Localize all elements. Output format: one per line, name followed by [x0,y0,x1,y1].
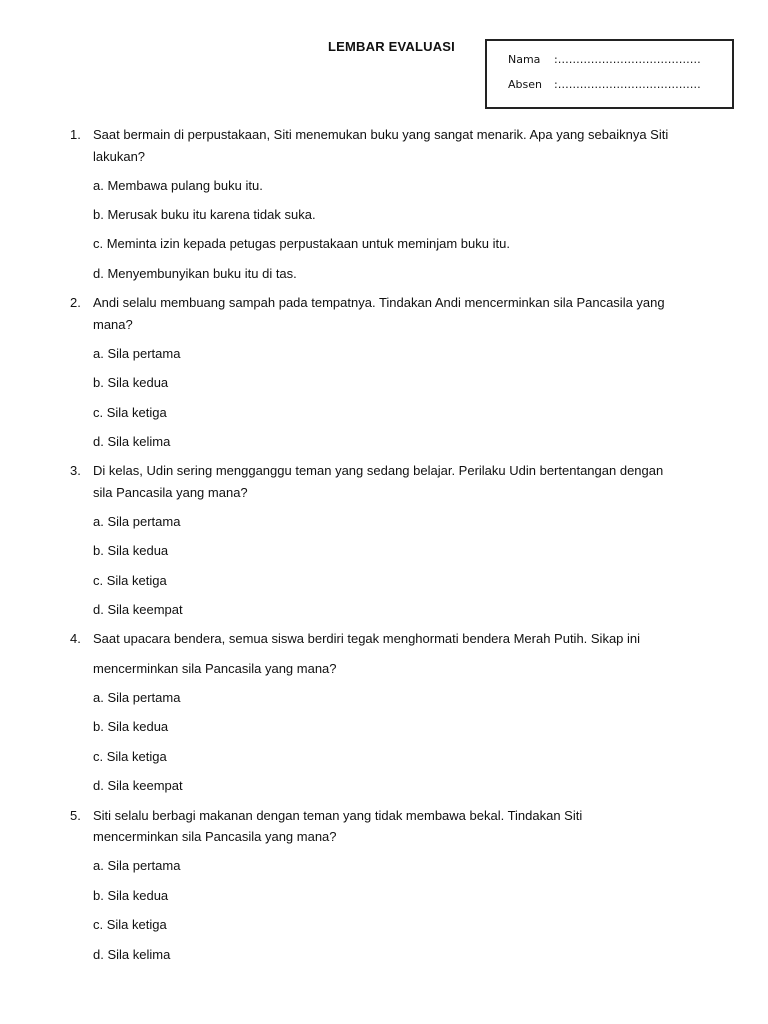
name-label: Nama [508,53,541,66]
question-4-option-b[interactable]: b. Sila kedua [93,719,169,734]
question-number: 5. [70,808,81,823]
question-4-option-a[interactable]: a. Sila pertama [93,690,181,705]
question-2-option-b[interactable]: b. Sila kedua [93,375,169,390]
question-3-option-b[interactable]: b. Sila kedua [93,543,169,558]
question-5-option-b[interactable]: b. Sila kedua [93,888,169,903]
question-2-option-a[interactable]: a. Sila pertama [93,346,181,361]
question-1-option-a[interactable]: a. Membawa pulang buku itu. [93,178,263,193]
question-text-line1: Di kelas, Udin sering mengganggu teman yang sedang belajar. Perilaku Udin bertentangan dengan [93,463,664,478]
question-number: 1. [70,127,81,142]
absen-row[interactable] [508,78,701,91]
question-5-option-a[interactable]: a. Sila pertama [93,858,181,873]
question-5-option-c[interactable]: c. Sila ketiga [93,917,167,932]
question-3-option-d[interactable]: d. Sila keempat [93,602,183,617]
question-text-line1: Saat upacara bendera, semua siswa berdiri tegak menghormati bendera Merah Putih. Sikap ini [93,631,641,646]
page-title: LEMBAR EVALUASI [328,39,455,54]
question-1-option-c[interactable]: c. Meminta izin kepada petugas perpustakaan untuk meminjam buku itu. [93,236,510,251]
question-number: 4. [70,631,81,646]
question-text-line2: mana? [93,317,133,332]
student-info-box [485,39,734,109]
question-1-option-d[interactable]: d. Menyembunyikan buku itu di tas. [93,266,297,281]
question-text-line2: lakukan? [93,149,146,164]
question-text-line1: Andi selalu membuang sampah pada tempatnya. Tindakan Andi mencerminkan sila Pancasila yang [93,295,665,310]
question-4-option-c[interactable]: c. Sila ketiga [93,749,167,764]
question-text-line1: Saat bermain di perpustakaan, Siti menemukan buku yang sangat menarik. Apa yang sebaiknya Siti [93,127,669,142]
question-3-option-c[interactable]: c. Sila ketiga [93,573,167,588]
question-2-option-d[interactable]: d. Sila kelima [93,434,171,449]
question-text-line2: mencerminkan sila Pancasila yang mana? [93,661,337,676]
question-4-option-d[interactable]: d. Sila keempat [93,778,183,793]
absen-label: Absen [508,78,542,91]
question-number: 2. [70,295,81,310]
name-field[interactable]: :………………………………… [554,53,701,66]
question-1-option-b[interactable]: b. Merusak buku itu karena tidak suka. [93,207,316,222]
question-number: 3. [70,463,81,478]
question-3-option-a[interactable]: a. Sila pertama [93,514,181,529]
question-text-line2: sila Pancasila yang mana? [93,485,248,500]
absen-field[interactable]: :………………………………… [554,78,701,91]
name-row[interactable] [508,53,701,66]
question-text-line2: mencerminkan sila Pancasila yang mana? [93,829,337,844]
question-2-option-c[interactable]: c. Sila ketiga [93,405,167,420]
question-text-line1: Siti selalu berbagi makanan dengan teman yang tidak membawa bekal. Tindakan Siti [93,808,583,823]
question-5-option-d[interactable]: d. Sila kelima [93,947,171,962]
